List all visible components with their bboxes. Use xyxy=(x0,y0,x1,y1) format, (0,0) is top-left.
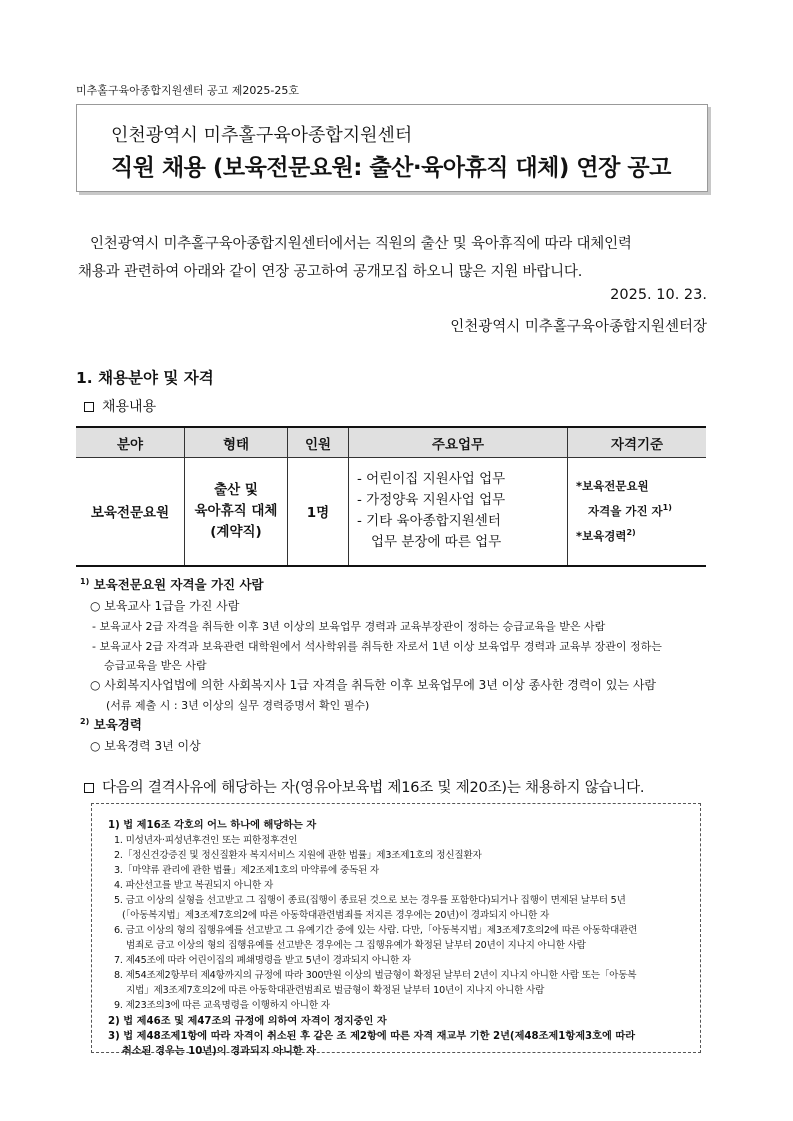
subheading xyxy=(84,396,156,416)
footnote-subitem: 승급교육을 받은 사람 xyxy=(104,659,207,672)
table-row xyxy=(76,458,706,566)
disq-subitem: 범죄로 금고 이상의 형의 집행유예를 선고받은 경우에는 그 집행유예가 확정된 날부터 20년이 지나지 아니한 사람 xyxy=(126,940,586,951)
footnote-subitem: - 보육교사 2급 자격을 취득한 이후 3년 이상의 보육업무 경력과 교육부장관이 정하는 승급교육을 받은 사람 xyxy=(92,620,606,633)
disq-subitem: 지법」제3조제7호의2에 따른 아동학대관련범죄로 벌금형이 확정된 날부터 10년이 지나지 아니한 사람 xyxy=(126,985,545,996)
disq-item: 3) 법 제48조제1항에 따라 자격이 취소된 후 같은 조 제2항에 따른 자격 재교부 기한 2년(제48조제1항제3호에 따라 xyxy=(108,1031,636,1042)
disqualification-heading xyxy=(84,776,644,797)
footnote-subitem: - 보육교사 2급 자격과 보육관련 대학원에서 석사학위를 취득한 자로서 1년 이상 보육업무 경력과 교육부 장관이 정하는 xyxy=(92,640,662,653)
title-box xyxy=(76,104,708,192)
disq-subitem: 7. 제45조에 따라 어린이집의 폐쇄명령을 받고 5년이 경과되지 아니한 자 xyxy=(114,955,411,966)
header-count: 인원 xyxy=(288,427,349,458)
footnote-item: ○ 보육교사 1급을 가진 사람 xyxy=(90,599,240,613)
table-header-row xyxy=(76,427,706,458)
disq-subitem: (「아동복지법」제3조제7호의2에 따른 아동학대관련범죄를 저지른 경우에는 20년)이 경과되지 아니한 자 xyxy=(122,910,550,921)
footnote-ref: 1) xyxy=(662,502,672,512)
disq-subitem: 5. 금고 이상의 실형을 선고받고 그 집행이 종료(집행이 종료된 것으로 보는 경우를 포함한다)되거나 집행이 면제된 날부터 5년 xyxy=(114,895,626,906)
disq-item: 취소된 경우는 10년)이 경과되지 아니한 자 xyxy=(122,1046,317,1057)
criteria-text: 자격을 가진 자 xyxy=(588,503,663,518)
type-line: 출산 및 xyxy=(214,481,258,498)
checkbox-bullet-icon xyxy=(84,783,94,793)
footnote-ref: 2) xyxy=(626,527,636,537)
cell-criteria xyxy=(568,458,707,566)
disq-subitem: 9. 제23조의3에 따른 교육명령을 이행하지 아니한 자 xyxy=(114,1000,330,1011)
disq-subitem: 2.「정신건강증진 및 정신질환자 복지서비스 지원에 관한 법률」제3조제1호의 정신질환자 xyxy=(114,850,482,861)
page-title: 직원 채용 (보육전문요원: 출산·육아휴직 대체) 연장 공고 xyxy=(111,155,671,181)
disq-item: 2) 법 제46조 및 제47조의 규정에 의하여 자격이 정지중인 자 xyxy=(108,1016,387,1027)
footnote-2-title xyxy=(80,715,142,733)
footnote-title-text: 보육경력 xyxy=(93,717,142,732)
duty-item: - 기타 육아종합지원센터 xyxy=(357,513,501,530)
footnote-mark: 2) xyxy=(80,716,90,726)
notice-number: 미추홀구육아종합지원센터 공고 제2025-25호 xyxy=(76,84,299,97)
header-duties: 주요업무 xyxy=(349,427,568,458)
cell-count: 1명 xyxy=(288,458,349,566)
header-type: 형태 xyxy=(185,427,288,458)
type-line: 육아휴직 대체 xyxy=(194,502,278,519)
subheading-label: 채용내용 xyxy=(102,399,157,415)
disqualification-heading-text: 다음의 결격사유에 해당하는 자(영유아보육법 제16조 및 제20조)는 채용하지 않습니다. xyxy=(102,780,645,796)
duty-item: - 어린이집 지원사업 업무 xyxy=(357,471,506,488)
criteria-line xyxy=(576,497,698,522)
footnote-item: ○ 사회복지사업법에 의한 사회복지사 1급 자격을 취득한 이후 보육업무에 3년 이상 종사한 경력이 있는 사람 xyxy=(90,678,657,692)
header-field: 분야 xyxy=(76,427,185,458)
footnote-note: (서류 제출 시 : 3년 이상의 실무 경력증명서 확인 필수) xyxy=(106,699,370,712)
cell-field: 보육전문요원 xyxy=(76,458,185,566)
duty-item: 업무 분장에 따른 업무 xyxy=(371,534,502,551)
disqualification-box xyxy=(91,803,701,1057)
section-heading: 1. 채용분야 및 자격 xyxy=(76,369,214,387)
disq-item: 1) 법 제16조 각호의 어느 하나에 해당하는 자 xyxy=(108,820,317,831)
type-line: (계약직) xyxy=(210,523,262,540)
intro-line-2: 채용과 관련하여 아래와 같이 연장 공고하여 공개모집 하오니 많은 지원 바랍니다. xyxy=(78,264,583,280)
disq-subitem: 3.「마약류 관리에 관한 법률」제2조제1호의 마약류에 중독된 자 xyxy=(114,865,379,876)
cell-type xyxy=(185,458,288,566)
footnote-title-text: 보육전문요원 자격을 가진 사람 xyxy=(93,577,264,592)
disq-subitem: 4. 파산선고를 받고 복권되지 아니한 자 xyxy=(114,880,274,891)
cell-duties xyxy=(349,458,568,566)
criteria-line: *보육전문요원 xyxy=(576,478,649,493)
disq-subitem: 1. 미성년자·피성년후견인 또는 피한정후견인 xyxy=(114,835,298,846)
org-name: 인천광역시 미추홀구육아종합지원센터 xyxy=(111,125,413,146)
footnote-1-title xyxy=(80,575,264,593)
duty-item: - 가정양육 지원사업 업무 xyxy=(357,492,506,509)
recruit-table xyxy=(76,426,706,567)
notice-date: 2025. 10. 23. xyxy=(610,287,707,303)
checkbox-bullet-icon xyxy=(84,402,94,412)
criteria-line xyxy=(576,522,698,547)
disq-subitem: 8. 제54조제2항부터 제4항까지의 규정에 따라 300만원 이상의 벌금형이 확정된 날부터 2년이 지나지 아니한 사람 또는「아동복 xyxy=(114,970,637,981)
criteria-text: *보육경력 xyxy=(576,528,627,543)
header-criteria: 자격기준 xyxy=(568,427,707,458)
intro-line-1: 인천광역시 미추홀구육아종합지원센터에서는 직원의 출산 및 육아휴직에 따라 대체인력 xyxy=(90,236,632,252)
footnote-mark: 1) xyxy=(80,576,90,586)
disq-subitem: 6. 금고 이상의 형의 집행유예를 선고받고 그 유예기간 중에 있는 사람. 다만,「아동복지법」제3조제7호의2에 따른 아동학대관련 xyxy=(114,925,638,936)
signer: 인천광역시 미추홀구육아종합지원센터장 xyxy=(450,319,707,335)
footnote-item: ○ 보육경력 3년 이상 xyxy=(90,739,201,753)
